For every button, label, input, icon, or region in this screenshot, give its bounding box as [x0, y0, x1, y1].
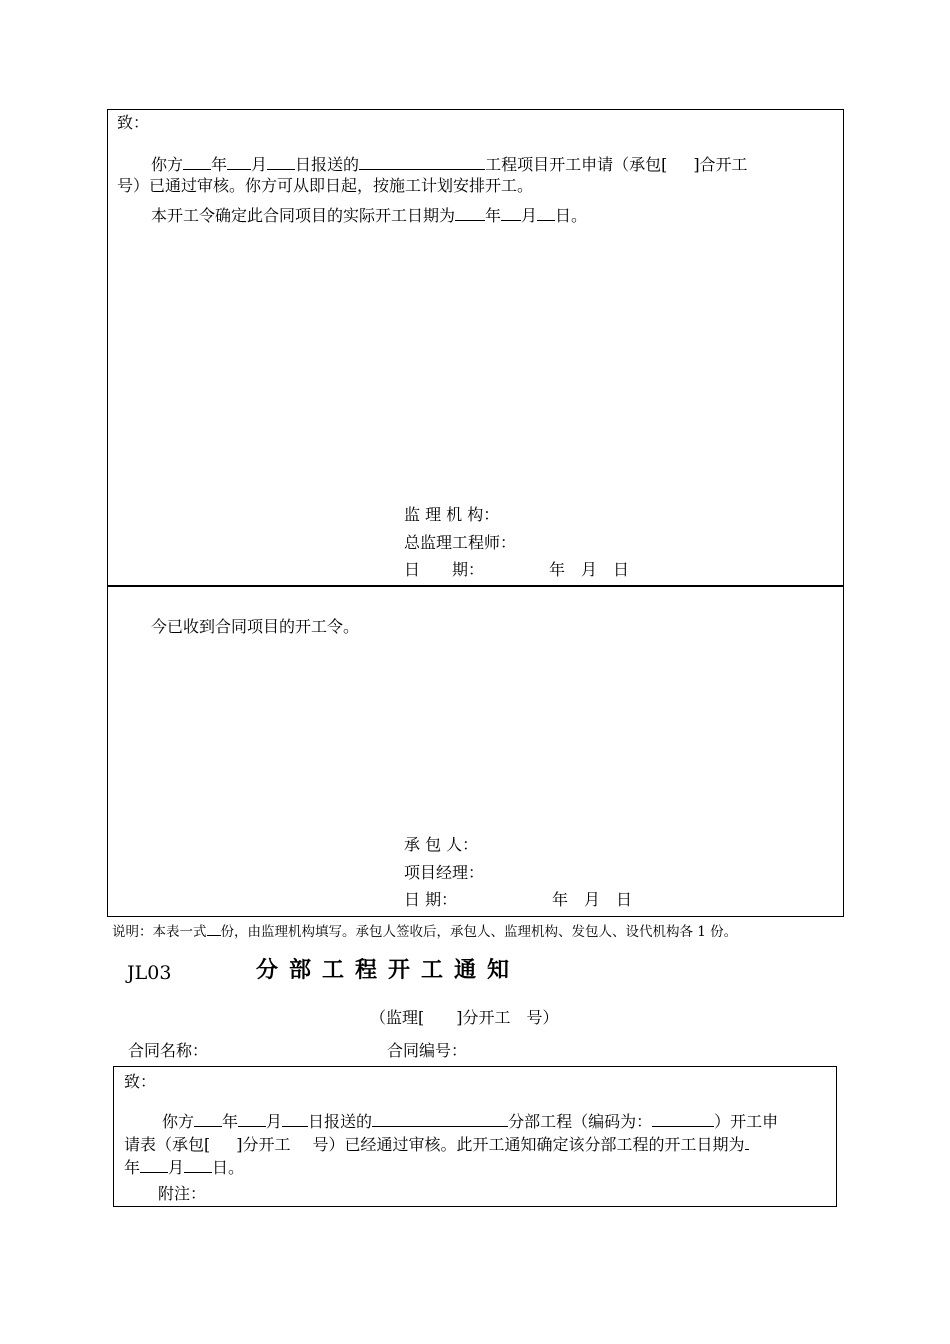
form2-code: JL03: [127, 962, 172, 984]
form2-to-label: 致：: [124, 1072, 157, 1091]
order-paragraph-line1: 你方 年 月 日报送的 工程项目开工申请（承包[ ]合开工: [151, 152, 748, 175]
form2-paragraph-line3: 年 月 日。: [124, 1155, 244, 1178]
receipt-sig-contractor: 承 包 人：: [404, 835, 479, 854]
form-note: 说明：本表一式 份，由监理机构填写。承包人签收后，承包人、监理机构、发包人、设代机构各 1 份。: [112, 921, 737, 942]
form2-paragraph-line1: 你方 年 月 日报送的 分部工程（编码为： ）开工申: [162, 1109, 778, 1132]
form2-contract-no: 合同编号：: [387, 1041, 468, 1060]
form2-paragraph-line2: 请表（承包[ ]分开工 号）已经通过审核。此开工通知确定该分部工程的开工日期为: [124, 1132, 749, 1155]
form2-subtitle: （监理[ ]分开工 号）: [370, 1008, 559, 1027]
form2-title: 分部工程开工通知: [256, 958, 521, 983]
receipt-date-label: 日 期：: [404, 890, 458, 909]
form2-contract-name: 合同名称：: [128, 1041, 209, 1060]
order-to-label: 致：: [117, 113, 150, 132]
receipt-date-ymd: 年 月 日: [552, 890, 633, 909]
receipt-text: 今已收到合同项目的开工令。: [151, 617, 360, 636]
order-paragraph-line2: 号）已通过审核。你方可从即日起，按施工计划安排开工。: [117, 176, 534, 195]
order-sig-org: 监 理 机 构：: [404, 505, 500, 524]
receipt-sig-manager: 项目经理：: [404, 863, 485, 882]
form2-remark: 附注：: [158, 1184, 207, 1203]
order-date-ymd: 年 月 日: [549, 560, 630, 579]
order-date-label: 日 期：: [404, 560, 485, 579]
order-paragraph-line3: 本开工令确定此合同项目的实际开工日期为 年 月 日。: [151, 203, 587, 226]
order-sig-engineer: 总监理工程师：: [404, 533, 517, 552]
